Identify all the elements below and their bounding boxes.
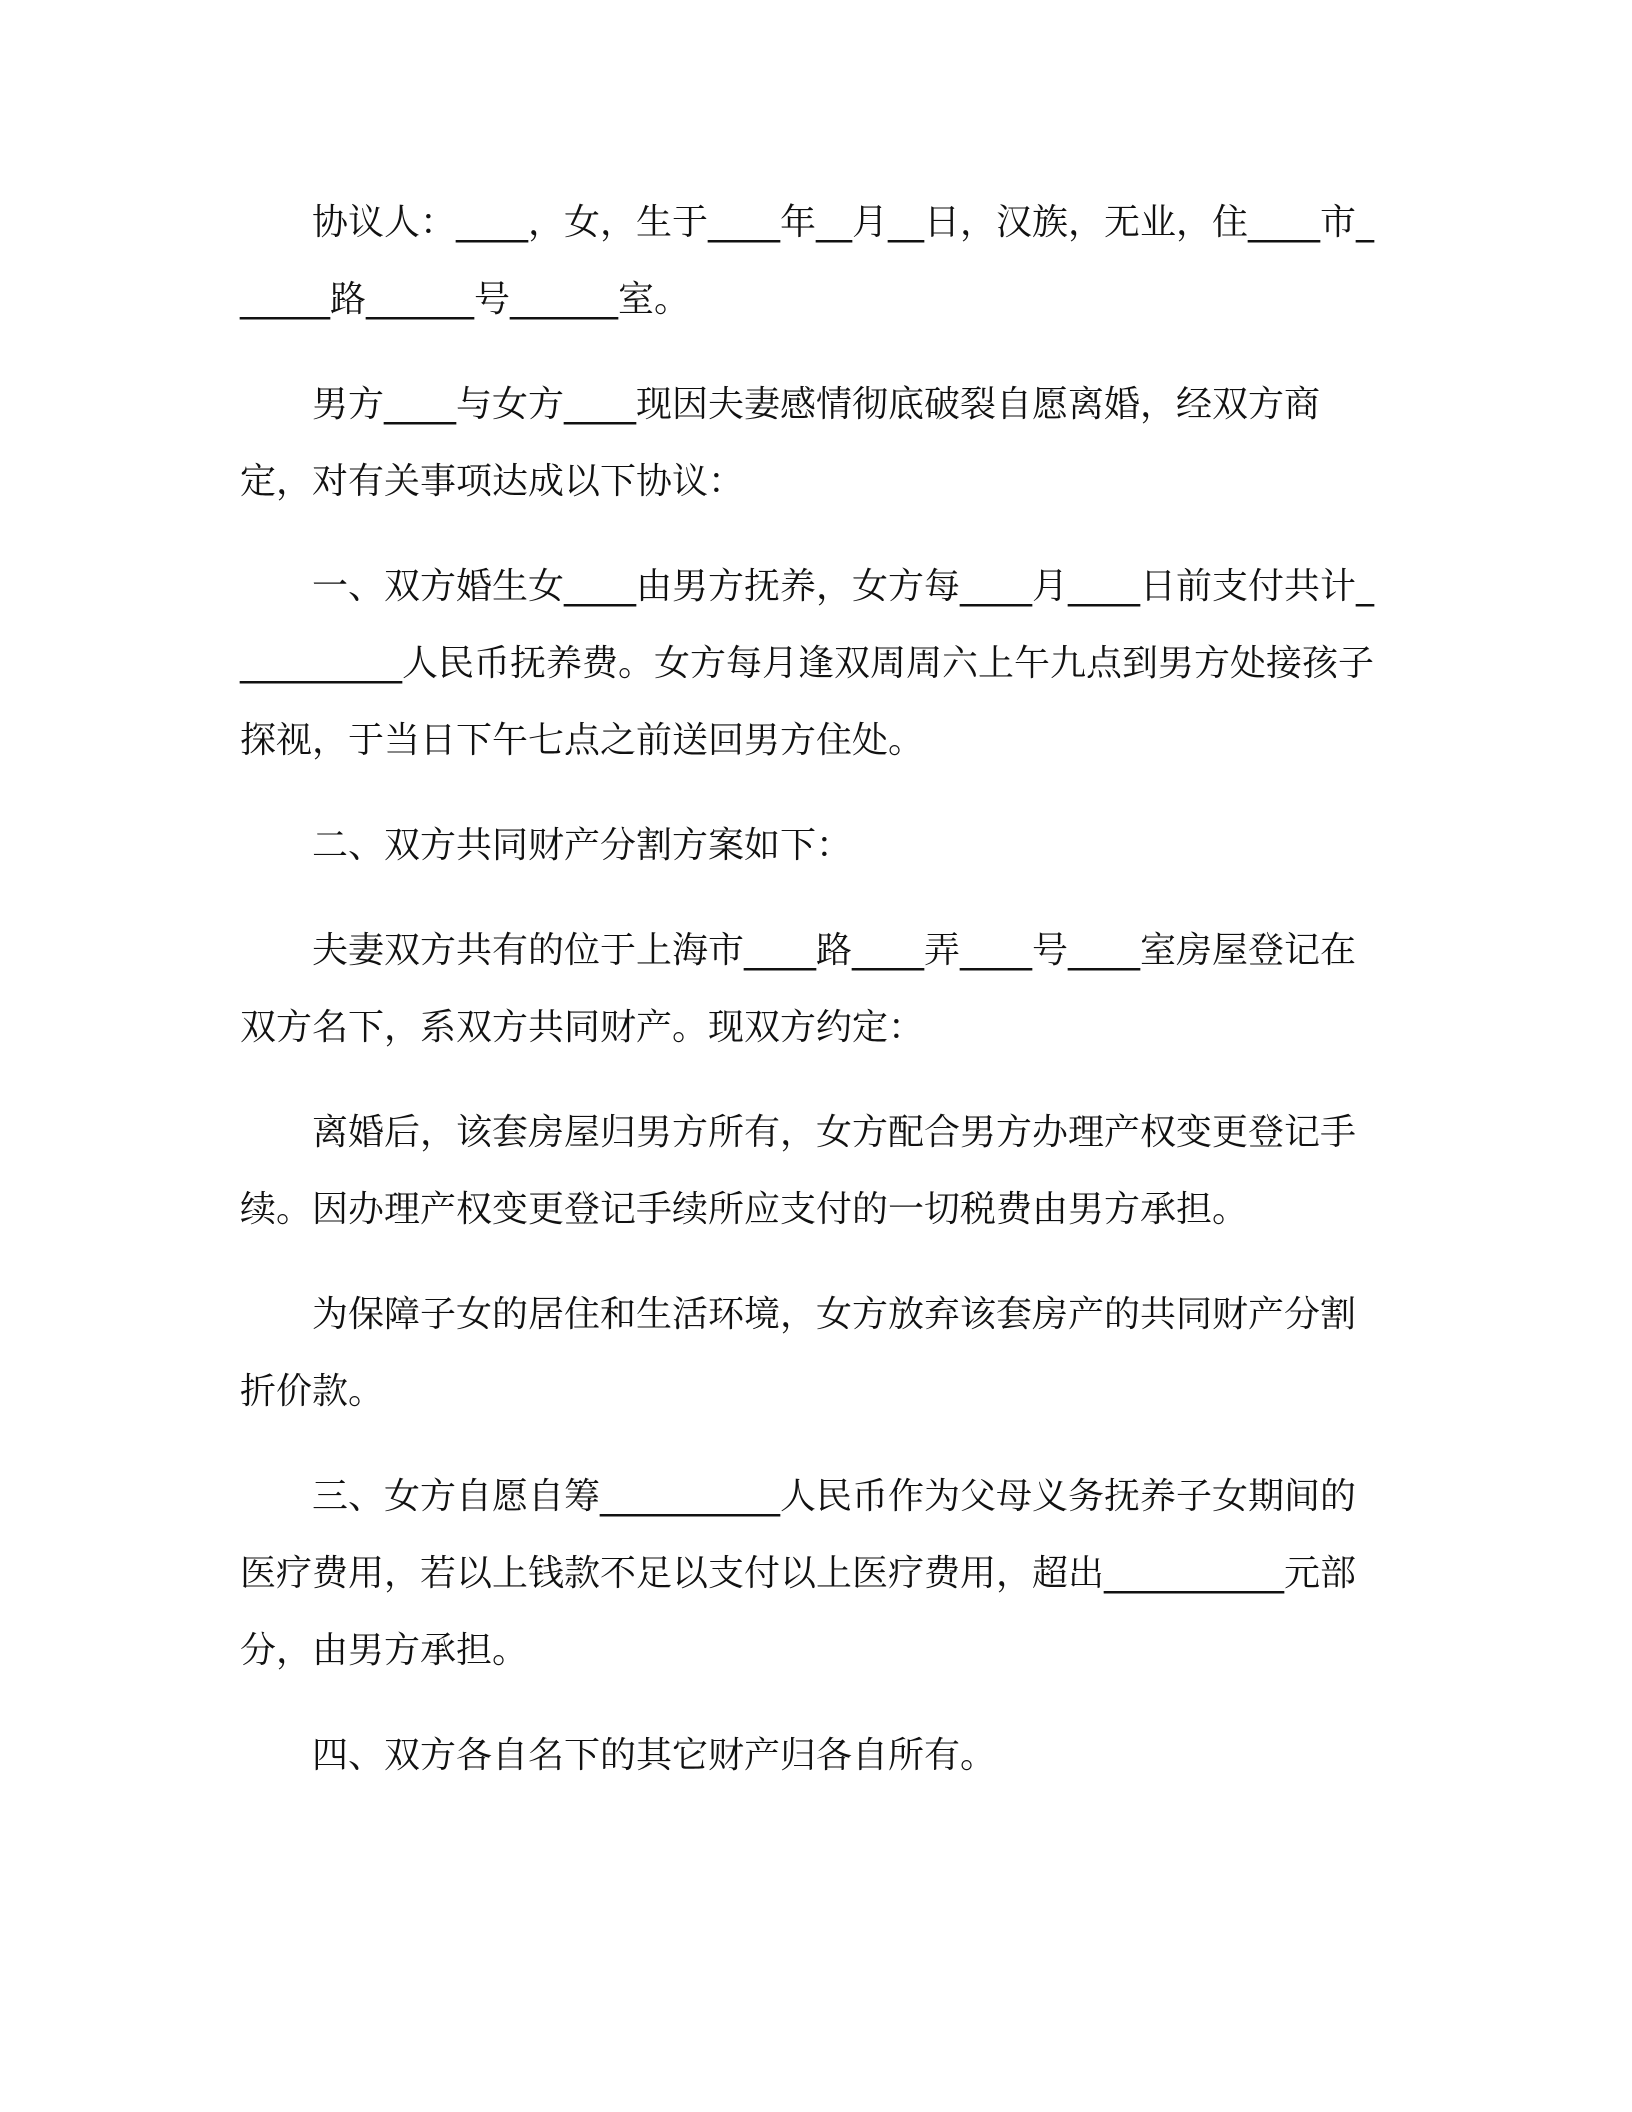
paragraph-clause-1-custody: 一、双方婚生女____由男方抚养，女方每____月____日前支付共计__________人民币抚养费。女方每月逢双周周六上午九点到男方处接孩子探视，于当日下午七点之前送回男方住处。 [240,566,1375,761]
paragraph-property-ownership: 离婚后，该套房屋归男方所有，女方配合男方办理产权变更登记手续。因办理产权变更登记手续所应支付的一切税费由男方承担。 [240,1112,1357,1230]
document-body [240,184,1388,1822]
paragraph-clause-2-heading: 二、双方共同财产分割方案如下： [312,825,853,866]
paragraph-clause-4-other-property: 四、双方各自名下的其它财产归各自所有。 [312,1735,997,1776]
paragraph-property-waiver: 为保障子女的居住和生活环境，女方放弃该套房产的共同财产分割折价款。 [240,1294,1357,1412]
paragraph-parties: 协议人：____，女，生于____年__月__日，汉族，无业，住____市______路______号______室。 [240,202,1375,320]
paragraph-preamble: 男方____与女方____现因夫妻感情彻底破裂自愿离婚，经双方商定，对有关事项达成以下协议： [240,384,1321,502]
paragraph-clause-3-medical: 三、女方自愿自筹__________人民币作为父母义务抚养子女期间的医疗费用，若以上钱款不足以支付以上医疗费用，超出__________元部分，由男方承担。 [240,1476,1357,1671]
paragraph-property-description: 夫妻双方共有的位于上海市____路____弄____号____室房屋登记在双方名下，系双方共同财产。现双方约定： [240,930,1357,1048]
